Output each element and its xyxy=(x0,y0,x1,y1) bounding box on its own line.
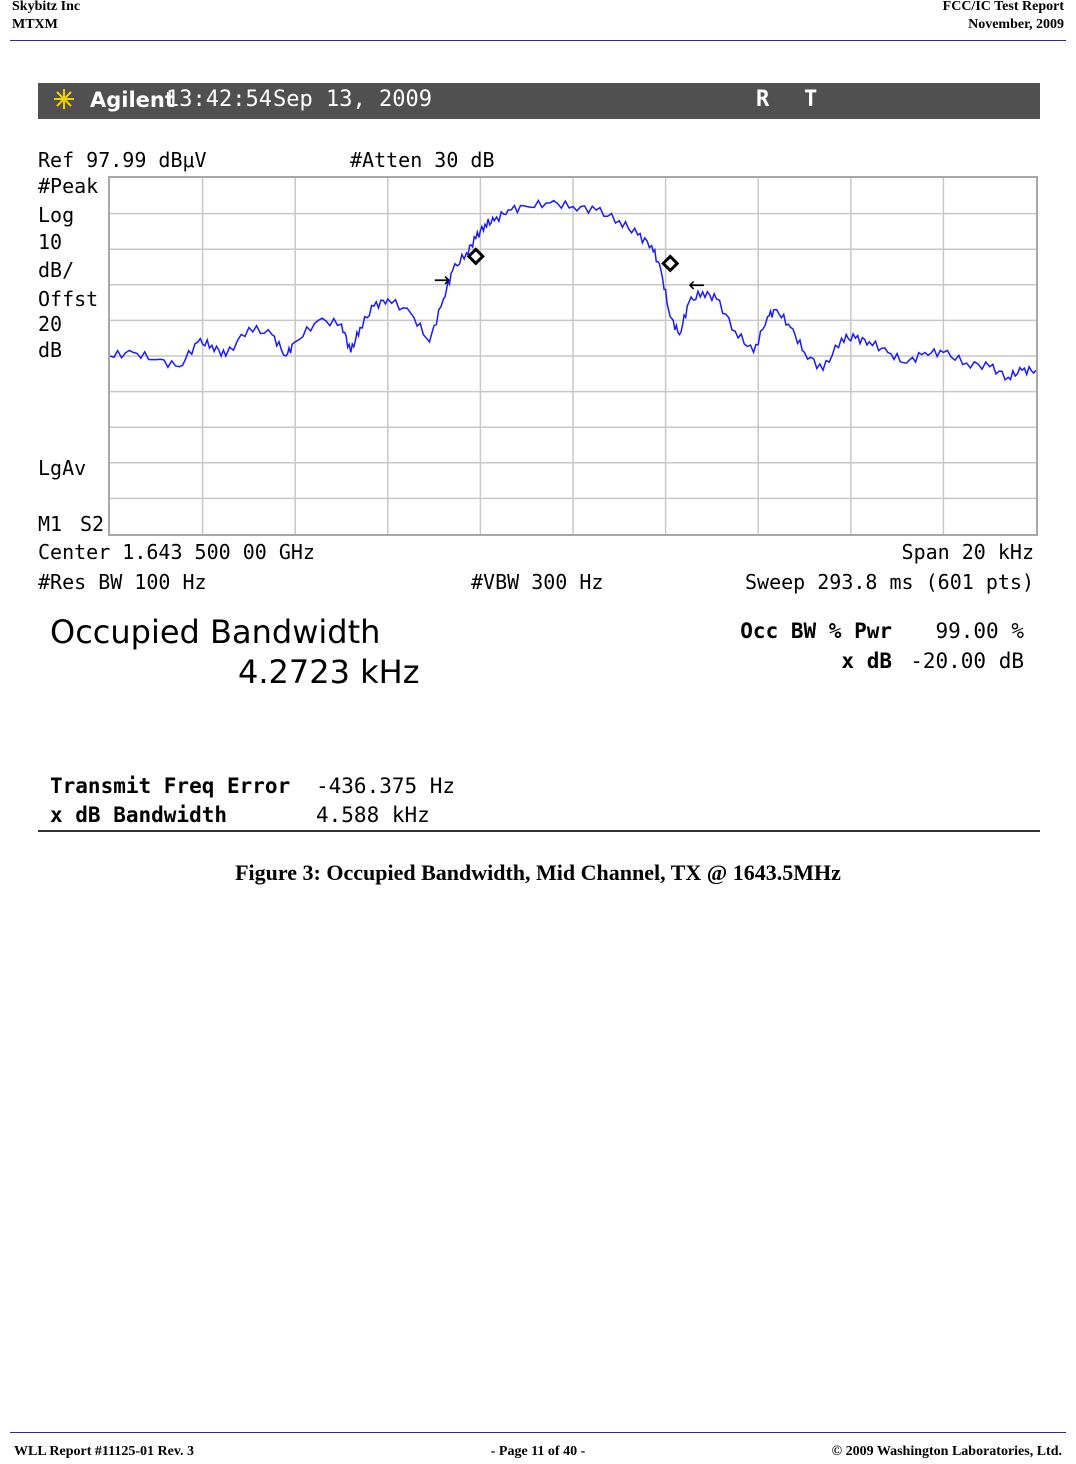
analyzer-title-bar xyxy=(38,83,1040,119)
ref-level: Ref 97.99 dBμV xyxy=(38,148,207,172)
header-company: Skybitz Inc xyxy=(12,0,81,14)
status-t: T xyxy=(804,87,818,112)
header-date: November, 2009 xyxy=(968,17,1064,32)
arrow-left-icon: ← xyxy=(688,272,705,297)
vbw: #VBW 300 Hz xyxy=(471,570,604,594)
scale-label-peak: #Peak xyxy=(38,174,99,198)
lgav-label: LgAv xyxy=(38,456,87,480)
tx-freq-error-value: -436.375 Hz xyxy=(316,774,456,798)
footer-page-number: - Page 11 of 40 - xyxy=(490,1444,586,1459)
footer-copyright: © 2009 Washington Laboratories, Ltd. xyxy=(831,1444,1062,1459)
m1-label: M1 xyxy=(38,512,63,536)
figure-caption: Figure 3: Occupied Bandwidth, Mid Channel, TX @ 1643.5MHz xyxy=(235,860,841,885)
scale-label-dbdiv: dB/ xyxy=(38,258,75,282)
arrow-right-icon: → xyxy=(433,267,451,292)
res-bw: #Res BW 100 Hz xyxy=(38,570,207,594)
scale-label-10: 10 xyxy=(38,230,63,254)
occupied-bandwidth-title: Occupied Bandwidth xyxy=(50,613,381,651)
occ-bw-pwr-value: 99.00 % xyxy=(935,619,1024,643)
header-divider xyxy=(10,40,1066,41)
scale-label-log: Log xyxy=(38,203,75,227)
span-label: Span 20 kHz xyxy=(901,540,1034,564)
sweep-time: Sweep 293.8 ms (601 pts) xyxy=(745,570,1034,594)
header-report-type: FCC/IC Test Report xyxy=(942,0,1064,14)
atten-label: #Atten 30 dB xyxy=(350,148,495,172)
spectrum-plot-frame xyxy=(108,176,1038,536)
tx-freq-error-label: Transmit Freq Error xyxy=(50,774,291,798)
header-product: MTXM xyxy=(12,17,58,32)
analyzer-bottom-rule xyxy=(38,830,1040,832)
occupied-bandwidth-value: 4.2723 kHz xyxy=(238,653,420,691)
footer-report-number: WLL Report #11125-01 Rev. 3 xyxy=(14,1444,195,1459)
xdb-bandwidth-label: x dB Bandwidth xyxy=(50,803,228,827)
s2-label: S2 xyxy=(80,512,105,536)
footer-divider xyxy=(10,1432,1066,1433)
xdb-bandwidth-value: 4.588 kHz xyxy=(316,803,430,827)
brand-label: Agilent xyxy=(90,88,175,112)
scale-label-offst: Offst xyxy=(38,287,99,311)
xdb-label: x dB xyxy=(841,649,892,673)
xdb-value: -20.00 dB xyxy=(910,649,1024,673)
scale-label-db: dB xyxy=(38,338,63,362)
scale-label-20: 20 xyxy=(38,312,63,336)
spectrum-plot xyxy=(110,178,1036,534)
occ-bw-pwr-label: Occ BW % Pwr xyxy=(740,619,892,643)
capture-date: Sep 13, 2009 xyxy=(273,87,432,112)
status-r: R xyxy=(756,87,770,112)
center-frequency: Center 1.643 500 00 GHz xyxy=(38,540,315,564)
agilent-logo-icon xyxy=(52,85,76,121)
capture-time: 13:42:54 xyxy=(166,87,272,112)
